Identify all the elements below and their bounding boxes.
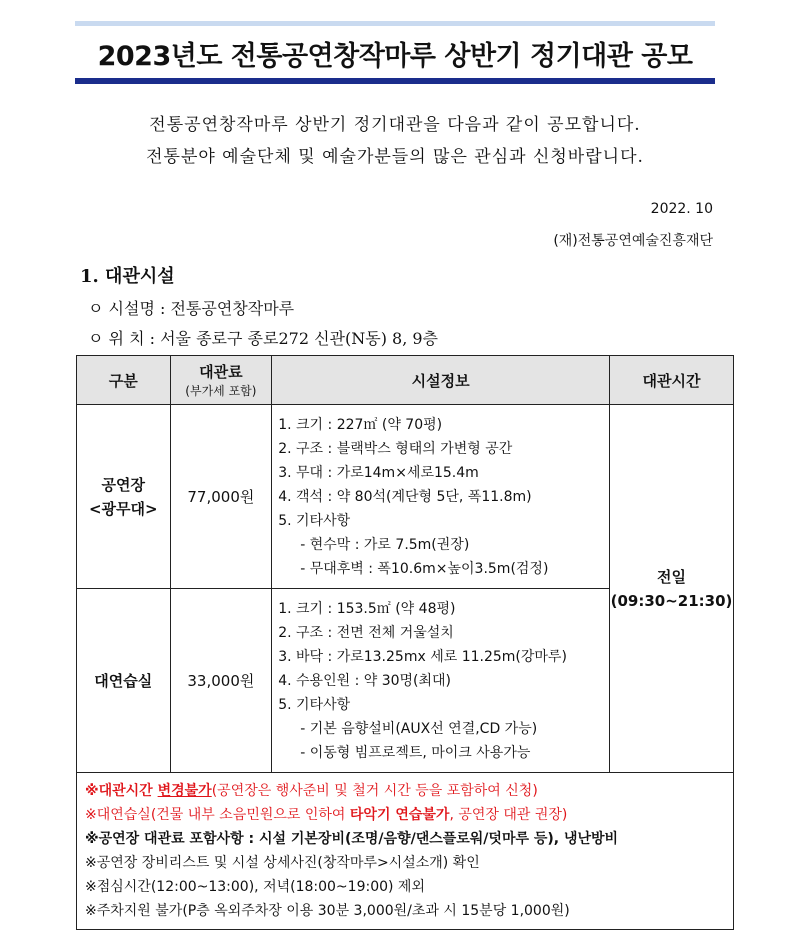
rental-time-line2: (09:30~21:30): [610, 591, 733, 610]
note-2-c: , 공연장 대관 권장): [449, 807, 568, 823]
note-2-b: 타악기 연습불가: [349, 807, 450, 823]
row-info: [272, 589, 610, 773]
notes-cell: [77, 773, 734, 930]
note-6: ※주차지원 불가(P층 옥외주차장 이용 30분 3,000원/초과 시 15분당 1,000원): [85, 903, 570, 919]
info-line: 3. 무대 : 가로14m×세로15.4m: [278, 464, 479, 481]
table-row: [77, 405, 734, 589]
title-bottom-bar: [75, 78, 715, 84]
row-name: [77, 405, 171, 589]
facility-location: ㅇ 위 치 : 서울 종로구 종로272 신관(N동) 8, 9층: [88, 329, 439, 348]
info-line: 2. 구조 : 블랙박스 형태의 가변형 공간: [278, 440, 513, 457]
rental-table: [76, 355, 734, 930]
intro-line-2: 전통분야 예술단체 및 예술가분들의 많은 관심과 신청바랍니다.: [146, 147, 644, 167]
info-line: - 이동형 빔프로젝트, 마이크 사용가능: [300, 744, 531, 761]
note-3-a: ※공연장 대관료 포함사항 : 시설 기본장비: [85, 831, 345, 847]
header-fee: [170, 356, 272, 405]
row-fee: 33,000원: [170, 589, 272, 773]
note-1-a: ※대관시간: [85, 783, 158, 799]
page-title: 2023년도 전통공연창작마루 상반기 정기대관 공모: [97, 41, 693, 72]
info-line: 5. 기타사항: [278, 696, 351, 713]
section-heading: 1. 대관시설: [80, 266, 175, 287]
note-2-a: ※대연습실(건물 내부 소음민원으로 인하여: [85, 807, 350, 823]
row-name-line1: 공연장: [101, 475, 145, 494]
note-3: [85, 827, 725, 851]
note-1-b: 변경불가: [157, 783, 212, 799]
header-category: 구분: [77, 356, 171, 405]
info-line: 1. 크기 : 153.5㎡ (약 48평): [278, 600, 456, 617]
info-line: 1. 크기 : 227㎡ (약 70평): [278, 416, 443, 433]
info-line: 3. 바닥 : 가로13.25mx 세로 11.25m(강마루): [278, 648, 567, 665]
note-5: ※점심시간(12:00~13:00), 저녁(18:00~19:00) 제외: [85, 879, 425, 895]
header-fee-sub: (부가세 포함): [185, 384, 257, 398]
header-fee-label: 대관료: [199, 363, 243, 381]
info-line: 4. 객석 : 약 80석(계단형 5단, 폭11.8m): [278, 488, 532, 505]
announcement-date: 2022. 10: [650, 201, 713, 217]
notes-row: [77, 773, 734, 930]
intro-line-1: 전통공연창작마루 상반기 정기대관을 다음과 같이 공모합니다.: [149, 115, 641, 135]
note-3-b: (조명/음향/댄스플로워/덧마루 등), 냉난방비: [344, 831, 619, 847]
title-top-bar: [75, 21, 715, 26]
header-info: 시설정보: [272, 356, 610, 405]
info-line: - 무대후벽 : 폭10.6m×높이3.5m(검정): [300, 560, 549, 577]
row-name-line2: <광무대>: [88, 499, 158, 518]
info-line: - 현수막 : 가로 7.5m(권장): [300, 536, 470, 553]
note-2: [85, 803, 725, 827]
info-line: - 기본 음향설비(AUX선 연결,CD 가능): [300, 720, 538, 737]
header-time: 대관시간: [609, 356, 733, 405]
row-name-line1: 대연습실: [94, 671, 153, 690]
note-1-c: (공연장은 행사준비 및 철거 시간 등을 포함하여 신청): [211, 783, 538, 799]
row-fee: 77,000원: [170, 405, 272, 589]
table-header-row: [77, 356, 734, 405]
facility-name: ㅇ 시설명 : 전통공연창작마루: [88, 299, 295, 318]
info-line: 4. 수용인원 : 약 30명(최대): [278, 672, 452, 689]
row-name: [77, 589, 171, 773]
info-line: 5. 기타사항: [278, 512, 351, 529]
rental-time: [609, 405, 733, 773]
info-line: 2. 구조 : 전면 전체 거울설치: [278, 624, 454, 641]
organization-name: (재)전통공연예술진흥재단: [553, 233, 713, 249]
row-info: [272, 405, 610, 589]
note-1: [85, 779, 725, 803]
note-4: ※공연장 장비리스트 및 시설 상세사진(창작마루>시설소개) 확인: [85, 855, 480, 871]
rental-time-line1: 전일: [657, 567, 686, 586]
